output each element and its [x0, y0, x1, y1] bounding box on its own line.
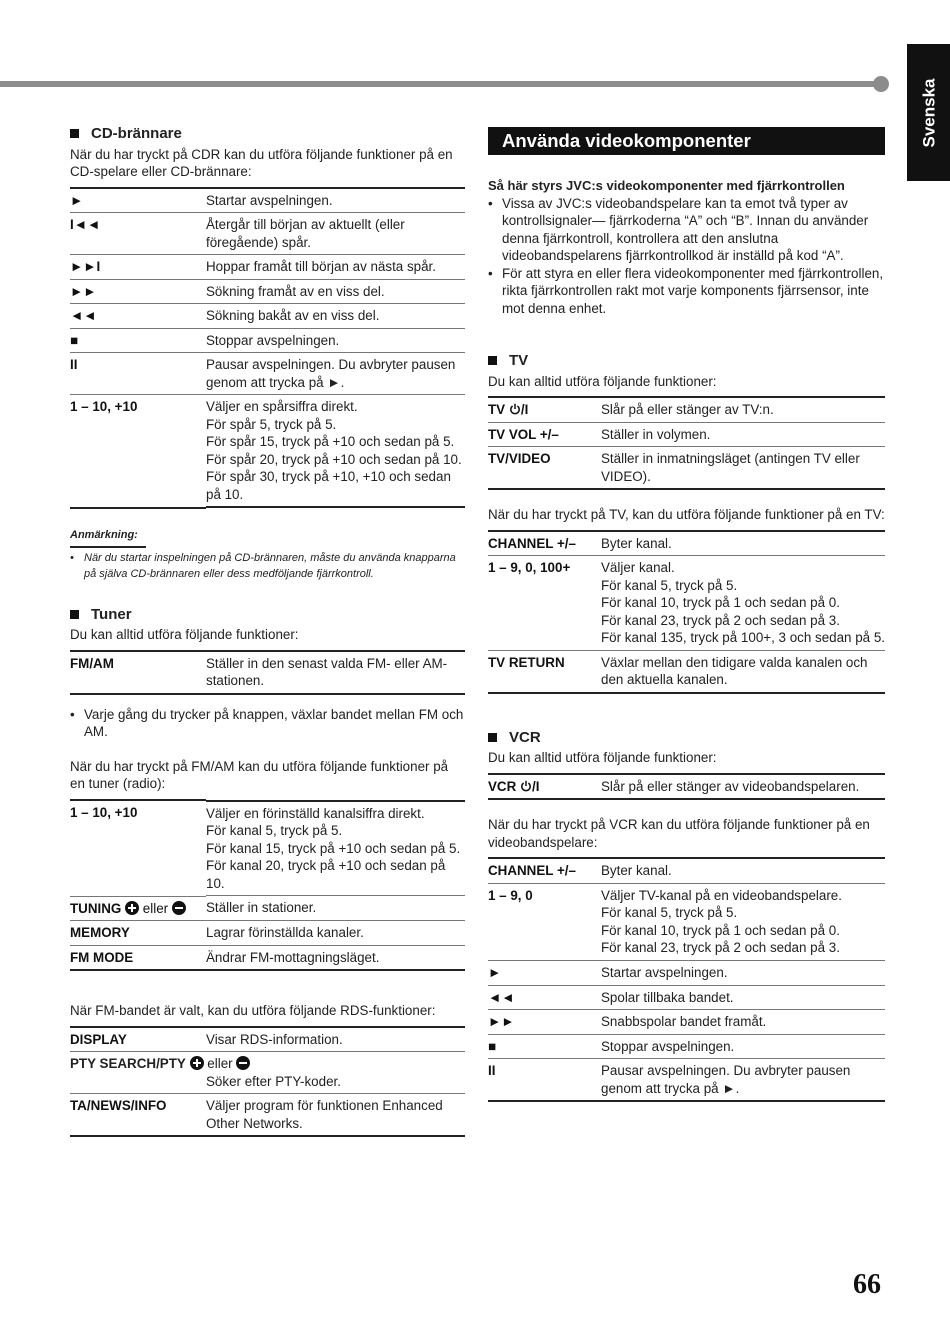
minus-circle-icon — [172, 901, 186, 915]
row-desc: Ställer in den senast valda FM- eller AM-stationen. — [206, 651, 465, 694]
stop-key: ■ — [70, 328, 206, 353]
tv-heading-text: TV — [509, 352, 529, 369]
table-row — [70, 395, 465, 509]
ffwd-key: ►► — [488, 1010, 601, 1035]
video-bullet-1: • Vissa av JVC:s videobandspelare kan ta emot två typer av kontrollsignaler— fjärrkoderna “A” och “B”. Innan du använder denna fjärrkontroll, kontrollera att den anslutna videobandspelarens fjärrkontrollkod är inställd på kod “A”. — [488, 195, 885, 265]
vcr-table-2 — [488, 857, 885, 1102]
tv-video-key: TV/VIDEO — [488, 447, 601, 490]
row-desc: Byter kanal. — [601, 531, 885, 556]
pause-key: II — [488, 1059, 601, 1102]
rds-table — [70, 1026, 465, 1138]
prev-key: I◄◄ — [70, 213, 206, 255]
table-row — [70, 896, 465, 921]
minus-circle-icon — [236, 1056, 250, 1070]
table-row — [488, 397, 885, 422]
rew-key: ◄◄ — [70, 304, 206, 329]
tuner-intro-3: När FM-bandet är valt, kan du utföra följande RDS-funktioner: — [70, 1003, 436, 1018]
stop-key: ■ — [488, 1034, 601, 1059]
memory-key: MEMORY — [70, 921, 206, 946]
row-desc: Stoppar avspelningen. — [206, 328, 465, 353]
square-bullet-icon — [488, 356, 497, 365]
tuner-intro: Du kan alltid utföra följande funktioner: — [70, 627, 299, 642]
row-desc: Slår på eller stänger av videobandspelaren. — [601, 774, 885, 800]
row-desc: Spolar tillbaka bandet. — [601, 985, 885, 1010]
rew-key: ◄◄ — [488, 985, 601, 1010]
table-row — [488, 1010, 885, 1035]
row-desc: Ställer in inmatningsläget (antingen TV eller VIDEO). — [601, 447, 885, 490]
row-desc: Väljer en förinställd kanalsiffra direkt. För kanal 5, tryck på 5. För kanal 15, tryck på +10 och sedan på 5. För kanal 20, tryck på +10 och sedan på 10. — [206, 800, 465, 897]
pty-row — [70, 1052, 465, 1094]
number-key: 1 – 9, 0, 100+ — [488, 556, 601, 651]
table-row — [488, 422, 885, 447]
square-bullet-icon — [70, 129, 79, 138]
tuner-table-2 — [70, 799, 465, 972]
tv-key-text: TV — [488, 402, 506, 417]
vcr-key-suffix: /I — [532, 778, 540, 794]
row-desc: Byter kanal. — [601, 858, 885, 883]
vcr-heading — [488, 729, 885, 747]
row-desc: Väljer program för funktionen Enhanced Other Networks. — [206, 1094, 465, 1137]
tv-table-1 — [488, 396, 885, 490]
or-text: eller — [142, 900, 169, 916]
vcr-power-key — [488, 774, 601, 800]
ffwd-key: ►► — [70, 279, 206, 304]
play-key: ► — [488, 961, 601, 986]
row-desc: Återgår till början av aktuellt (eller föregående) spår. — [206, 213, 465, 255]
square-bullet-icon — [488, 733, 497, 742]
table-row — [488, 531, 885, 556]
pause-key: II — [70, 353, 206, 395]
tuning-key-text: TUNING — [70, 900, 122, 916]
tv-heading — [488, 352, 885, 370]
table-row — [70, 1094, 465, 1137]
channel-key: CHANNEL +/– — [488, 531, 601, 556]
square-bullet-icon — [70, 610, 79, 619]
page-number: 66 — [853, 1269, 881, 1300]
row-desc: Pausar avspelningen. Du avbryter pausen genom att trycka på ►. — [206, 353, 465, 395]
header-rule-dot — [873, 76, 889, 92]
tv-intro-2: När du har tryckt på TV, kan du utföra följande funktioner på en TV: — [488, 507, 885, 522]
tv-return-key: TV RETURN — [488, 651, 601, 693]
plus-circle-icon — [125, 901, 139, 915]
table-row — [488, 556, 885, 651]
ta-news-key: TA/NEWS/INFO — [70, 1094, 206, 1137]
row-desc: Startar avspelningen. — [601, 961, 885, 986]
table-row — [70, 328, 465, 353]
fmam-key: FM/AM — [70, 651, 206, 694]
row-desc: Stoppar avspelningen. — [601, 1034, 885, 1059]
play-key: ► — [70, 188, 206, 213]
row-desc: Ändrar FM-mottagningsläget. — [206, 945, 465, 970]
cd-heading — [70, 125, 465, 143]
table-row — [70, 800, 465, 897]
table-row — [70, 1052, 465, 1094]
row-desc: Pausar avspelningen. Du avbryter pausen genom att trycka på ►. — [601, 1059, 885, 1102]
row-desc: Sökning bakåt av en viss del. — [206, 304, 465, 329]
vcr-table-1 — [488, 773, 885, 801]
row-desc: Väljer TV-kanal på en videobandspelare. För kanal 5, tryck på 5. För kanal 10, tryck på 1 och sedan på 0. För kanal 23, tryck på 2 och sedan på 3. — [601, 884, 885, 961]
row-desc: Startar avspelningen. — [206, 188, 465, 213]
tuner-heading-text: Tuner — [91, 605, 132, 623]
next-key: ►►I — [70, 255, 206, 280]
plus-circle-icon — [190, 1056, 204, 1070]
row-desc: Hoppar framåt till början av nästa spår. — [206, 255, 465, 280]
table-row — [70, 255, 465, 280]
table-row — [70, 304, 465, 329]
table-row — [70, 213, 465, 255]
table-row — [70, 945, 465, 970]
video-bullet-2: • För att styra en eller flera videokomponenter med fjärrkontrollen, rikta fjärrkontrollen rakt mot varje komponents fjärrsensor, inte mot denna enhet. — [488, 265, 885, 318]
power-icon — [520, 780, 532, 792]
cd-heading-text: CD-brännare — [91, 125, 182, 142]
row-desc: Ställer in volymen. — [601, 422, 885, 447]
section-banner: Använda videokomponenter — [488, 127, 885, 155]
number-key: 1 – 9, 0 — [488, 883, 601, 961]
language-tab-label: Svenska — [918, 78, 938, 147]
table-row — [70, 279, 465, 304]
number-key: 1 – 10, +10 — [70, 800, 206, 897]
header-rule — [0, 81, 876, 87]
display-key: DISPLAY — [70, 1027, 206, 1052]
note-title: Anmärkning: — [70, 527, 146, 548]
row-desc: Väljer kanal. För kanal 5, tryck på 5. För kanal 10, tryck på 1 och sedan på 0. För kanal 23, tryck på 2 och sedan på 3. För kanal 135, tryck på 100+, 3 och sedan på 5. — [601, 556, 885, 651]
table-row — [488, 985, 885, 1010]
row-desc: Slår på eller stänger av TV:n. — [601, 397, 885, 422]
table-row — [488, 447, 885, 490]
table-row — [488, 1034, 885, 1059]
table-row — [70, 1027, 465, 1052]
vcr-intro: Du kan alltid utföra följande funktioner: — [488, 750, 717, 765]
row-desc: Lagrar förinställda kanaler. — [206, 921, 465, 946]
table-row — [70, 188, 465, 213]
right-column — [488, 127, 885, 1102]
tv-table-2 — [488, 530, 885, 694]
language-tab — [907, 44, 950, 181]
note-block — [70, 525, 465, 582]
table-row — [488, 858, 885, 883]
power-icon — [509, 403, 521, 415]
table-row — [70, 651, 465, 694]
tuning-key — [70, 896, 206, 921]
fm-mode-key: FM MODE — [70, 945, 206, 970]
pty-key: PTY SEARCH/PTY — [70, 1056, 186, 1071]
tuner-intro-2: När du har tryckt på FM/AM kan du utföra följande funktioner på en tuner (radio): — [70, 758, 449, 791]
left-column — [70, 125, 465, 1137]
table-row — [488, 1059, 885, 1102]
tv-intro: Du kan alltid utföra följande funktioner: — [488, 373, 717, 389]
row-desc: Väljer en spårsiffra direkt. För spår 5, tryck på 5. För spår 15, tryck på +10 och sedan på 5. För spår 20, tryck på +10 och sedan på 10. För spår 30, tryck på +10, +10 och sedan på 10. — [206, 395, 465, 508]
tv-key-suffix: /I — [520, 402, 529, 417]
tv-vol-key: TV VOL +/– — [488, 422, 601, 447]
channel-key: CHANNEL +/– — [488, 858, 601, 883]
table-row — [70, 921, 465, 946]
row-desc: Ställer in stationer. — [206, 896, 465, 921]
vcr-heading-text: VCR — [509, 728, 541, 746]
row-desc: Växlar mellan den tidigare valda kanalen och den aktuella kanalen. — [601, 651, 885, 693]
table-row — [70, 353, 465, 395]
tuner-heading — [70, 606, 465, 624]
video-subhead: Så här styrs JVC:s videokomponenter med fjärrkontrollen — [488, 178, 845, 193]
cd-intro: När du har tryckt på CDR kan du utföra följande funktioner på en CD-spelare eller CD-brännare: — [70, 146, 453, 179]
table-row — [488, 961, 885, 986]
tuner-bullet: • Varje gång du trycker på knappen, växlar bandet mellan FM och AM. — [70, 706, 465, 741]
note-text: • När du startar inspelningen på CD-brännaren, måste du använda knapparna på själva CD-brännaren eller dess medföljande fjärrkontroll. — [70, 550, 465, 582]
cd-function-table — [70, 187, 465, 510]
row-desc: Sökning framåt av en viss del. — [206, 279, 465, 304]
row-desc: Visar RDS-information. — [206, 1027, 465, 1052]
tuner-table-1 — [70, 650, 465, 695]
or-text: eller — [207, 1056, 233, 1071]
table-row — [488, 774, 885, 800]
table-row — [488, 651, 885, 693]
row-desc: Söker efter PTY-koder. — [206, 1073, 341, 1089]
tv-power-key — [488, 397, 601, 422]
row-desc: Snabbspolar bandet framåt. — [601, 1010, 885, 1035]
vcr-key-text: VCR — [488, 778, 517, 794]
table-row — [488, 883, 885, 961]
vcr-intro-2: När du har tryckt på VCR kan du utföra följande funktioner på en videobandspelare: — [488, 817, 870, 850]
number-key: 1 – 10, +10 — [70, 395, 206, 509]
